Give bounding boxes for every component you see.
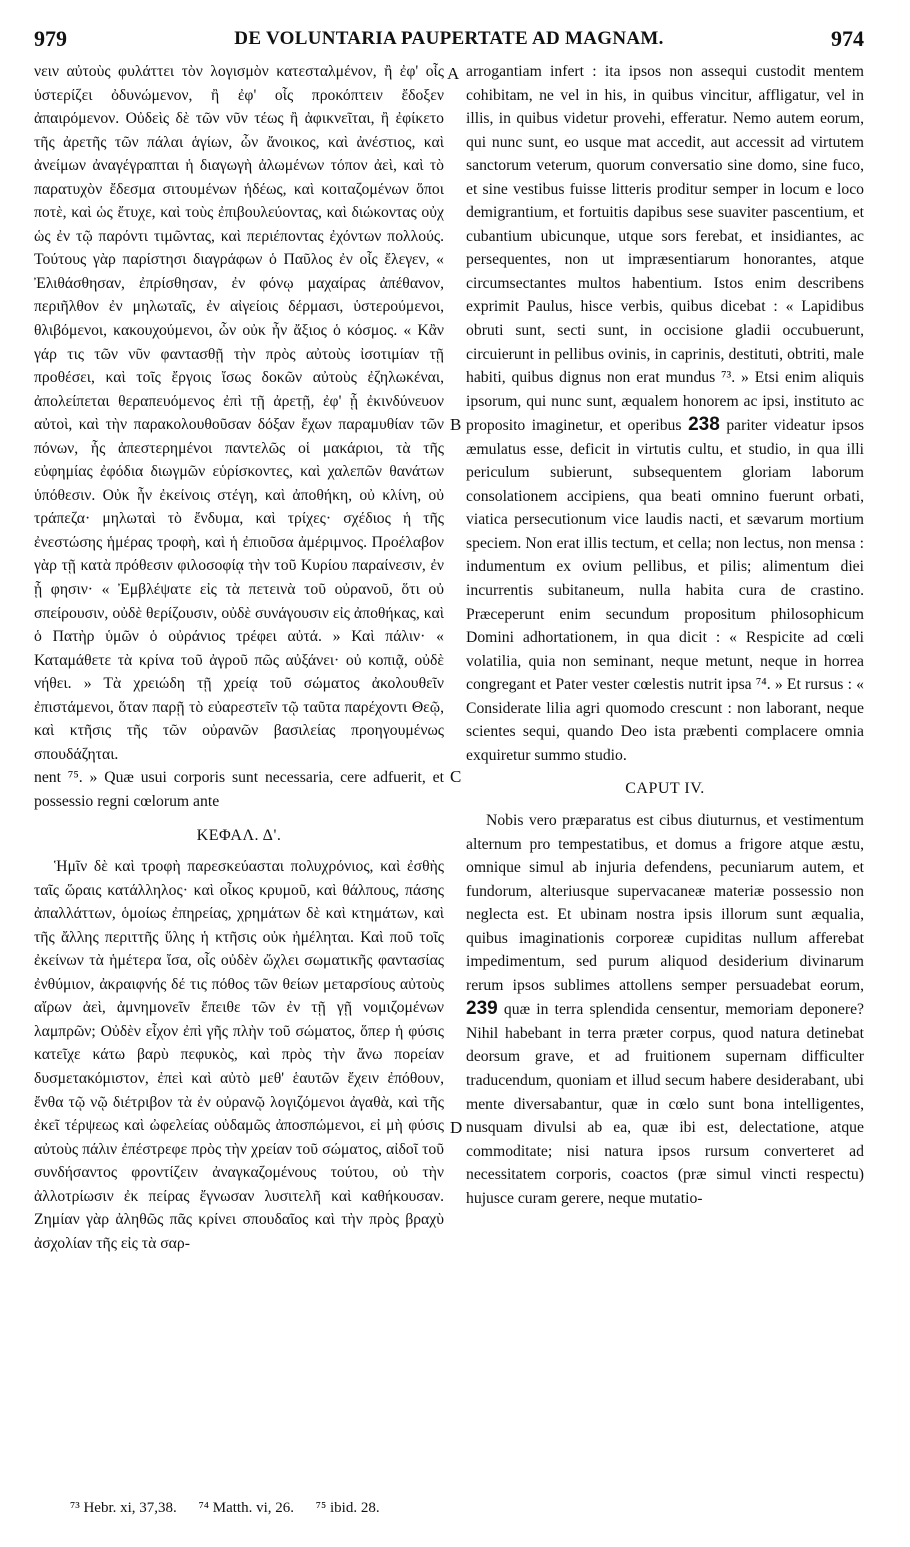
greek-column xyxy=(34,60,444,1255)
running-title: DE VOLUNTARIA PAUPERTATE AD MAGNAM. xyxy=(234,28,664,49)
latin-chapter-heading: CAPUT IV. xyxy=(625,780,705,798)
page-header xyxy=(34,26,864,54)
greek-chapter-heading: ΚΕΦΑΛ. Δ'. xyxy=(196,826,282,844)
latin-column xyxy=(466,60,864,1210)
footnotes xyxy=(70,1500,570,1517)
greek-paragraph-2: Ἡμῖν δὲ καὶ τροφὴ παρεσκεύασται πολυχρόνιος, καὶ ἐσθὴς ταῖς ὥραις κατάλληλος· καὶ οἶκος κρυμοῦ, καὶ θάλπους, πάσης ἀπαλλάττων, ὁμοίως ἐπηρείας, χρημάτων δὲ καὶ κτημάτων, καὶ τῆς ἄλλης περιττῆς ὕλης ἡ κτῆσις οὐκ ἠμέληται. Καὶ ποῦ τοῖς ἐκείνων τὰ ἡμέτερα ἴσα, οἷς οὐδὲν ὤχλει σωματικῆς φαντασίας ἐνθύμιον, ἀκραιφνής δέ τις πόθος τῶν θείων μεταρσίους αὐτοὺς αἴρων ἀεὶ, ἀμνημονεῖν ἔπειθε τῶν ἐν τῇ γῇ νομιζομένων λαμπρῶν; Οὐδὲν εἶχον ἐπὶ γῆς πλὴν τοῦ σώματος, ὅπερ ἡ φύσις κατεῖχε κάτω βαρὺ πεφυκὸς, καὶ πρὸς τὴν ἄνω πορείαν δυσμετακόμιστον, ἐπεὶ καὶ αὐτὸ μεθ' ἑαυτῶν ἔχειν ἐπόθουν, ἔνθα τῷ νῷ διέτριβον τὰ ἐν οὐρανῷ λογιζόμενοι ἀγαθὰ, καὶ τῆς ἐκεῖ τέρψεως καὶ ὠφελείας οὐδαμῶς ἀποσπώμενοι, εἰ μὴ φύσις αὐτοὺς πάλιν ἐπέστρεφε πρὸς τὴν χρείαν τοῦ σώματος, αἰδοῖ τοῦ συνδήσαντος φροντίζειν ἀναγκαζομένους τούτου, οὐ τὴν ἀλλοτρίωσιν ἐκ πείρας ἔγνωσαν λυσιτελῆ καὶ καθήκουσαν. Ζημίαν γὰρ ἀληθῶς πᾶς κρίνει σπουδαῖος καὶ τὴν πρὸς βραχὺ ἀσχολίαν τῆς εἰς τὰ σαρ- xyxy=(34,858,444,1252)
bridge-line: nent ⁷⁵. » Quæ usui corporis sunt necessaria, cere adfuerit, et possessio regni cœlorum ante xyxy=(34,769,444,810)
latin-paragraph-1b: pariter videatur ipsos æmulatus esse, deficit in virtutis cultu, et studio, in qua illi periculum subierunt, subsequentem gloriam laborum consolationem accipiens, qua beati omnino fuerunt orbati, viatica persecutionum vice laudis nacti, et sævarum mortium speciem. Non erat illis tectum, et cella; non lectus, non mensa : indumentum ex ovium pellibus, et pilis; alimentum diei incurrentis subitaneum, nulla habita cura de crastino. Præceperunt enim secundum propositum philosophicum Domini adhortationem, in qua dicit : « Respicite ad cœli volatilia, quia non seminant, neque metunt, neque in horrea congregant et Pater vester cœlestis nutrit ipsa ⁷⁴. » Et rursus : « Considerate lilia agri quomodo crescunt : non laborant, neque scientes sequi, quando Deo ista præbenti complacere omnia exquiretur summo studio. xyxy=(466,417,864,764)
page-number-right: 974 xyxy=(831,26,864,51)
margin-letter-b: B xyxy=(450,415,462,434)
footnote-75: ⁷⁵ ibid. 28. xyxy=(315,1500,380,1516)
margin-letter-c: C xyxy=(450,767,462,786)
page-number-left: 979 xyxy=(34,26,67,51)
latin-paragraph-2a: Nobis vero præparatus est cibus diuturnus, et vestimentum alternum pro tempestatibus, et domus a frigore atque æstu, omnique simul ab injuria defendens, pecuniarum autem, et fundorum, alteriusque supervacaneæ materiæ possessio non neglecta est. Et ubinam nostra ipsis illorum sunt æqualia, quibus imaginationis corporeæ cupiditas nullum afferebat impedimentum, sed purum aliquod desiderium divinarum rerum ipsos sublimes attollens semper persuadebat eorum, xyxy=(466,811,864,994)
footnote-73: ⁷³ Hebr. xi, 37,38. xyxy=(70,1500,177,1516)
latin-paragraph-2b: quæ in terra splendida censentur, memoriam deponere? Nihil habebant in terra præter corpus, quod natura detinebat deorsum grave, et ad fruitionem supernam difficulter traducendum, quoniam et illud secum habere desiderabant, ubi mente diversabantur, quæ in cœlo sunt bona intelligentes, nusquam divulsi ab ea, quæ ibi est, delectatione, atque commoditate; nisi natura ipsos rursum converteret ad necessitatem corporis, coactos (præ simul vincti respectu) hujusce curam gerere, neque mutatio- xyxy=(466,1001,864,1207)
latin-paragraph-1a: arrogantiam infert : ita ipsos non assequi custodit mentem cohibitam, ne vel in his, in quibus vincitur, affligatur, vel in illis, in quibus videtur provehi, efferatur. Nemo autem eorum, qui nunc sunt, eo usque mat accedit, aut accessit ad virtutem sanctorum veterum, quorum conversatio sine domo, sine fuco, et sine vestibus fuisse litteris proditur semper in locum e loco demigrantium, et fortuitis dapibus sese suaviter pascentium, et cubantium ubicunque, utque sors ferebat, et insidiantes, ac persequentes, non ut impræsentiarum honorantes, atque circumsectantes multos habentium. Istos enim describens exprimit Paulus, hisce verbis, quibus dicebat : « Lapidibus obruti sunt, secti sunt, in occisione gladii occubuerunt, circuierunt in pellibus ovinis, in caprinis, destituti, obtriti, male habiti, quibus dignus non erat mundus ⁷³. » Etsi enim aliquis ipsorum, qui nunc sunt, æqualem honorem ac ipsi, instituto ac proposito imaginetur, et operibus xyxy=(466,63,864,435)
greek-paragraph-1: νειν αὐτοὺς φυλάττει τὸν λογισμὸν κατεσταλμένον, ἢ ἐφ' οἷς ὑστερίζει ὀδυνώμενον, ἢ ἐφ' οἷς προκόπτειν ἔδοξεν ἀπαιρόμενον. Οὐδεὶς δὲ τῶν νῦν τέως ἢ ἀφικνεῖται, ἢ ἐφίκετο τῆς ἀρετῆς τῶν πάλαι ἁγίων, ὧν ἄνοικος, καὶ ἀνέστιος, καὶ ἀνείμων ἀναγέγραπται ἡ διαγωγὴ ἀλωμένων τόπον ἀεὶ, καὶ τὸ παρατυχὸν ἔδεσμα σιτουμένων ἡδέως, καὶ κοιταζομένων ὅποι ποτὲ, καὶ ὡς ἔτυχε, καὶ τοὺς ἐπιβουλεύοντας, καὶ διώκοντας οὐχ ὡς ἐν τῷ παρόντι τιμῶντας, καὶ περιέποντας ἐχόντων πολλούς. Τούτους γὰρ παρίστησι διαγράφων ὁ Παῦλος ἐν οἷς ἔλεγεν, « Ἐλιθάσθησαν, ἐπρίσθησαν, ἐν φόνῳ μαχαίρας ἀπέθανον, περιῆλθον ἐν μηλωταῖς, ἐν αἰγείοις δέρμασι, ὑστερούμενοι, θλιβόμενοι, κακουχούμενοι, ὧν οὐκ ἦν ἄξιος ὁ κόσμος. « Κἂν γάρ τις τῶν νῦν φαντασθῇ τὴν πρὸς αὐτοὺς ἰσοτιμίαν τῇ προθέσει, καὶ τοῖς ἔργοις ἴσως δοκῶν αὐτοὺς ἐζηλωκέναι, ἀπολείπεται θεραπευόμενος ἐπὶ τῇ ἀρετῇ, ἐφ' ᾗ ἐκινδύνευον αὐτοὶ, καὶ τὴν παρακολουθοῦσαν δόξαν ἔχων παραμυθίαν τῶν πόνων, ἧς ἀπεστερημένοι παντελῶς οἱ μακάριοι, τὰ τῆς εὐφημίας ἐφόδια διωγμῶν εὑρίσκοντες, καὶ χαλεπῶν θανάτων ὑπόθεσιν. Οὐκ ἦν ἐκείνοις στέγη, καὶ ἀποθήκη, οὐ κλίνη, οὐ τράπεζα· μηλωταὶ τὸ ἔνδυμα, καὶ τρίχες· σχέδιος ἡ τῆς ἐνεστώσης ἡμέρας τροφὴ, καὶ ἡ ἐπιοῦσα ἀμέριμνος. Προέλαβον γὰρ τῇ κατὰ πρόθεσιν φιλοσοφίᾳ τὴν τοῦ Κυρίου παραίνεσιν, ἐν ᾗ φησιν· « Ἐμβλέψατε εἰς τὰ πετεινὰ τοῦ οὐρανοῦ, ὅτι οὐ σπείρουσιν, οὐδὲ θερίζουσιν, οὐδὲ συνάγουσιν εἰς ἀποθήκας, καὶ ὁ Πατὴρ ὑμῶν ὁ οὐράνιος τρέφει αὐτά. » Καὶ πάλιν· « Καταμάθετε τὰ κρίνα τοῦ ἀγροῦ πῶς αὐξάνει· οὐ κοπιᾷ, οὐδὲ νήθει. » Τὰ χρειώδη τῇ χρείᾳ τοῦ σώματος ἀκολουθεῖν ἐπιστάμενοι, ὅταν παρῇ τὸ εὐαρεστεῖν τῷ ταῦτα παρέχοντι Θεῷ, καὶ κτῆσις τῆς τῶν οὐρανῶν βασιλείας προηγουμένως σπουδάζηται. xyxy=(34,63,444,763)
footnote-74: ⁷⁴ Matth. vi, 26. xyxy=(198,1500,295,1516)
latin-paragraph-1 xyxy=(466,60,864,767)
latin-paragraph-2 xyxy=(466,809,864,1210)
margin-letter-a: A xyxy=(447,64,460,83)
column-number-239: 239 xyxy=(466,998,498,1020)
margin-letter-d: D xyxy=(450,1118,463,1137)
column-number-238: 238 xyxy=(688,414,720,436)
